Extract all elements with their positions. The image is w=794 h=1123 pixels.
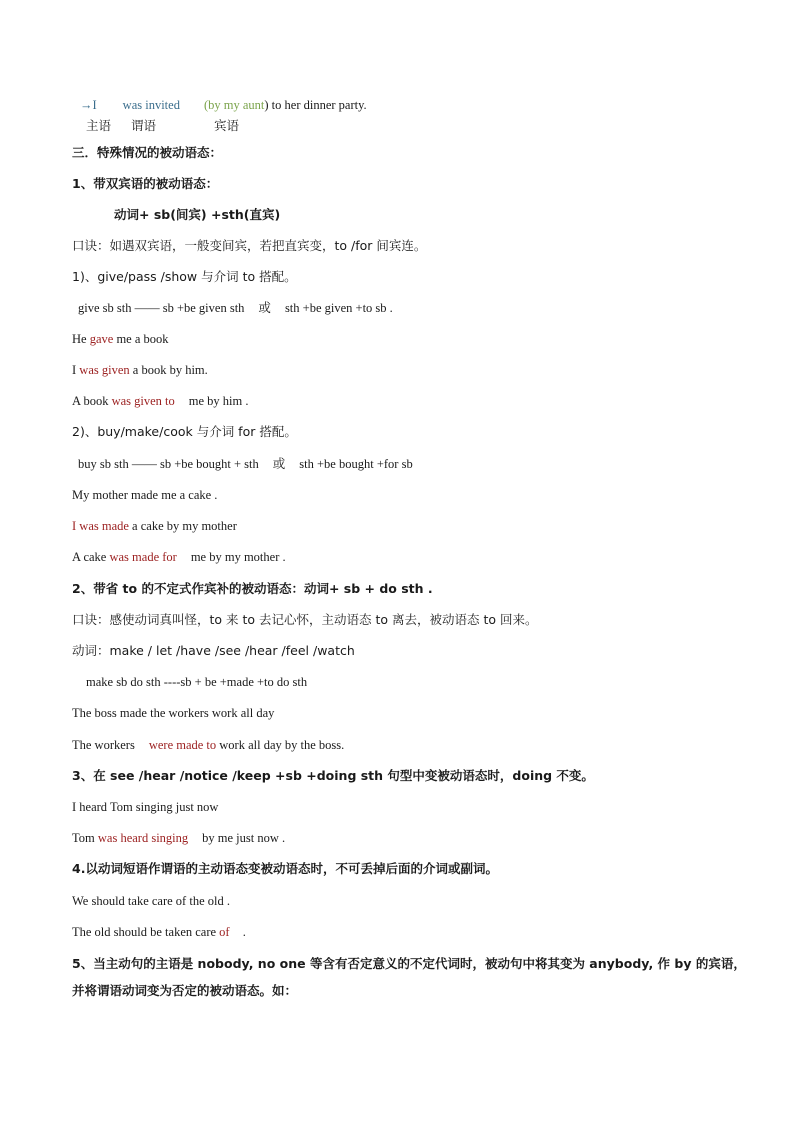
- example-made-3: [72, 548, 286, 566]
- example-given-1-verb: was given: [79, 363, 130, 377]
- example-old-2-text: The old should be taken care: [72, 925, 220, 939]
- example-made-3-verb: was made for: [109, 550, 177, 564]
- section-3-title: 三．特殊情况的被动语态：: [72, 145, 223, 160]
- example-given-2-verb: was given to: [111, 394, 175, 408]
- example-boss-2-subject: The workers: [72, 738, 135, 752]
- item-3-title: 3、在 see /hear /notice /keep +sb +doing sth 句型中变被动语态时，doing 不变。: [72, 768, 594, 783]
- item-5-title: 5、当主动句的主语是 nobody, no one 等含有否定意义的不定代词时，被动句中将其变为 anybody, 作 by 的宾语，并将谓语动词变为否定的被动语态。如：: [72, 956, 746, 998]
- example-tom-1: I heard Tom singing just now: [72, 800, 219, 814]
- item-2-title: 2、带省 to 的不定式作宾补的被动语态：动词+ sb + do sth .: [72, 581, 433, 596]
- item-4-title: 4.以动词短语作谓语的主动语态变被动语态时，不可丢掉后面的介词或副词。: [72, 861, 498, 876]
- example-made-3-subject: A cake: [72, 550, 110, 564]
- mnemonic-2: 口诀：感使动词真叫怪，to 来 to 去记心怀，主动语态 to 离去，被动语态 to 回来。: [72, 612, 538, 627]
- buy-pattern-a: buy sb sth —— sb +be bought + sth: [78, 457, 259, 471]
- predicate-text: was invited: [122, 98, 180, 112]
- example-tom-2-subject: Tom: [72, 831, 98, 845]
- label-predicate: 谓语: [131, 118, 157, 133]
- example-given-1-rest: a book by him.: [129, 363, 208, 377]
- sub-item-2: 2)、buy/make/cook 与介词 for 搭配。: [72, 424, 297, 439]
- make-pattern: make sb do sth ----sb + be +made +to do sth: [86, 675, 308, 689]
- example-gave: [72, 330, 169, 348]
- example-tom-2: [72, 829, 285, 847]
- agent-text: (by my aunt: [203, 98, 265, 112]
- grammar-labels: [86, 117, 239, 135]
- example-made-2-rest: a cake by my mother: [128, 519, 237, 533]
- give-pattern: [78, 299, 393, 317]
- example-old-2: [72, 923, 246, 941]
- example-made-2-verb: I was made: [72, 519, 129, 533]
- sub-item-1: 1)、give/pass /show 与介词 to 搭配。: [72, 269, 297, 284]
- example-boss-1: The boss made the workers work all day: [72, 706, 275, 720]
- label-subject: 主语: [86, 118, 112, 133]
- example-given-1-subject: I: [72, 363, 80, 377]
- example-made-2: [72, 517, 237, 535]
- give-pattern-or: 或: [258, 300, 271, 315]
- example-old-1: We should take care of the old .: [72, 894, 230, 908]
- arrow-icon: →I: [80, 98, 97, 112]
- give-pattern-b: sth +be given +to sb .: [284, 301, 393, 315]
- buy-pattern-b: sth +be bought +for sb: [299, 457, 413, 471]
- example-given-2-subject: A book: [72, 394, 112, 408]
- example-given-1: [72, 361, 208, 379]
- give-pattern-a: give sb sth —— sb +be given sth: [78, 301, 245, 315]
- example-boss-2-verb: were made to: [148, 738, 217, 752]
- verbs-list: 动词：make / let /have /see /hear /feel /watch: [72, 643, 355, 658]
- example-gave-verb: gave: [89, 332, 114, 346]
- example-boss-2: [72, 736, 344, 754]
- example-boss-2-rest: work all day by the boss.: [216, 738, 345, 752]
- example-old-2-preposition: of: [219, 925, 230, 939]
- buy-pattern: [78, 455, 413, 473]
- buy-pattern-or: 或: [272, 456, 286, 471]
- example-made-3-rest: me by my mother .: [190, 550, 286, 564]
- mnemonic-1: 口诀：如遇双宾语，一般变间宾，若把直宾变，to /for 间宾连。: [72, 238, 427, 253]
- formula-1: 动词+ sb(间宾) +sth(直宾): [114, 207, 281, 222]
- example-old-2-rest: .: [239, 925, 246, 939]
- example-tom-2-rest: by me just now .: [202, 831, 286, 845]
- example-gave-subject: He: [72, 332, 90, 346]
- item-1-title: 1、带双宾语的被动语态：: [72, 176, 219, 191]
- example-gave-rest: me a book: [113, 332, 169, 346]
- example-made-1: My mother made me a cake .: [72, 488, 218, 502]
- example-tom-2-verb: was heard singing: [97, 831, 189, 845]
- label-object: 宾语: [214, 118, 240, 133]
- example-invited: [80, 96, 367, 114]
- example-given-2-rest: me by him .: [188, 394, 249, 408]
- example-given-2: [72, 392, 249, 410]
- example-rest: ) to her dinner party.: [264, 98, 367, 112]
